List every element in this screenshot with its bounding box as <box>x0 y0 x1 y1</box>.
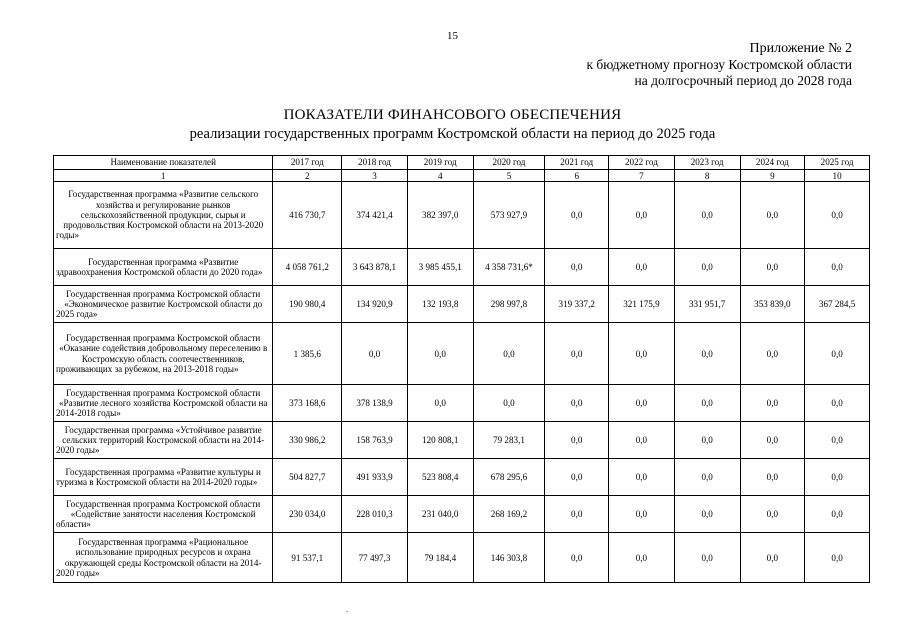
value-cell: 0,0 <box>674 459 740 496</box>
table-row <box>54 459 870 496</box>
value-cell: 353 839,0 <box>740 286 805 323</box>
value-cell: 0,0 <box>609 323 675 385</box>
value-cell: 378 138,9 <box>342 385 408 422</box>
header-indicator-name: Наименование показателей <box>54 156 273 170</box>
program-name-cell: Государственная программа «Рациональное использование природных ресурсов и охрана окружающей среды Костромской области на 2014-2020 годы» <box>54 533 273 583</box>
value-cell: 0,0 <box>740 182 805 249</box>
value-cell: 0,0 <box>740 459 805 496</box>
value-cell: 382 397,0 <box>407 182 473 249</box>
value-cell: 268 169,2 <box>473 496 545 533</box>
table-row <box>54 249 870 286</box>
value-cell: 331 951,7 <box>674 286 740 323</box>
value-cell: 231 040,0 <box>407 496 473 533</box>
value-cell: 504 827,7 <box>273 459 342 496</box>
value-cell: 120 808,1 <box>407 422 473 459</box>
value-cell: 491 933,9 <box>342 459 408 496</box>
column-number: 8 <box>674 170 740 182</box>
value-cell: 0,0 <box>609 496 675 533</box>
value-cell: 298 997,8 <box>473 286 545 323</box>
value-cell: 0,0 <box>342 323 408 385</box>
column-number: 6 <box>545 170 609 182</box>
value-cell: 0,0 <box>609 422 675 459</box>
header-year: 2020 год <box>473 156 545 170</box>
table-body <box>54 182 870 583</box>
column-number: 7 <box>609 170 675 182</box>
table-column-number-row <box>54 170 870 182</box>
appendix-title: Приложение № 2 <box>749 41 852 56</box>
header-year: 2019 год <box>407 156 473 170</box>
column-number: 3 <box>342 170 408 182</box>
value-cell: 0,0 <box>545 422 609 459</box>
value-cell: 0,0 <box>805 533 870 583</box>
value-cell: 230 034,0 <box>273 496 342 533</box>
table-header-row <box>54 156 870 170</box>
value-cell: 0,0 <box>609 249 675 286</box>
program-name-cell: Государственная программа Костромской области «Содействие занятости населения Костромской области» <box>54 496 273 533</box>
value-cell: 158 763,9 <box>342 422 408 459</box>
column-number: 4 <box>407 170 473 182</box>
financing-table <box>53 155 870 583</box>
value-cell: 0,0 <box>805 496 870 533</box>
value-cell: 0,0 <box>674 385 740 422</box>
value-cell: 3 643 878,1 <box>342 249 408 286</box>
value-cell: 573 927,9 <box>473 182 545 249</box>
value-cell: 330 986,2 <box>273 422 342 459</box>
header-year: 2024 год <box>740 156 805 170</box>
value-cell: 0,0 <box>407 323 473 385</box>
value-cell: 79 283,1 <box>473 422 545 459</box>
value-cell: 79 184,4 <box>407 533 473 583</box>
value-cell: 134 920,9 <box>342 286 408 323</box>
value-cell: 523 808,4 <box>407 459 473 496</box>
value-cell: 0,0 <box>545 249 609 286</box>
value-cell: 321 175,9 <box>609 286 675 323</box>
value-cell: 0,0 <box>609 459 675 496</box>
value-cell: 0,0 <box>674 182 740 249</box>
table-row <box>54 182 870 249</box>
header-year: 2017 год <box>273 156 342 170</box>
column-number: 5 <box>473 170 545 182</box>
value-cell: 0,0 <box>740 496 805 533</box>
value-cell: 0,0 <box>805 182 870 249</box>
table-row <box>54 533 870 583</box>
value-cell: 0,0 <box>473 323 545 385</box>
value-cell: 0,0 <box>674 496 740 533</box>
header-year: 2021 год <box>545 156 609 170</box>
table-row <box>54 422 870 459</box>
header-year: 2022 год <box>609 156 675 170</box>
value-cell: 0,0 <box>609 385 675 422</box>
value-cell: 678 295,6 <box>473 459 545 496</box>
value-cell: 0,0 <box>473 385 545 422</box>
program-name-cell: Государственная программа Костромской области «Развитие лесного хозяйства Костромской области на 2014-2018 годы» <box>54 385 273 422</box>
program-name-cell: Государственная программа Костромской области «Оказание содействия добровольному переселению в Костромскую область соотечественников, проживающих за рубежом, на 2013-2018 годы» <box>54 323 273 385</box>
value-cell: 0,0 <box>545 323 609 385</box>
value-cell: 146 303,8 <box>473 533 545 583</box>
value-cell: 367 284,5 <box>805 286 870 323</box>
value-cell: 132 193,8 <box>407 286 473 323</box>
program-name-cell: Государственная программа «Развитие здравоохранения Костромской области до 2020 года» <box>54 249 273 286</box>
value-cell: 0,0 <box>740 249 805 286</box>
value-cell: 0,0 <box>545 459 609 496</box>
column-number: 10 <box>805 170 870 182</box>
value-cell: 0,0 <box>545 385 609 422</box>
value-cell: 0,0 <box>805 422 870 459</box>
value-cell: 4 058 761,2 <box>273 249 342 286</box>
table-row <box>54 385 870 422</box>
header-year: 2023 год <box>674 156 740 170</box>
appendix-line-1: к бюджетному прогнозу Костромской области <box>586 57 852 72</box>
column-number: 2 <box>273 170 342 182</box>
value-cell: 0,0 <box>674 249 740 286</box>
value-cell: 0,0 <box>805 249 870 286</box>
value-cell: 0,0 <box>805 459 870 496</box>
table-row <box>54 323 870 385</box>
value-cell: 0,0 <box>609 533 675 583</box>
value-cell: 1 385,6 <box>273 323 342 385</box>
value-cell: 416 730,7 <box>273 182 342 249</box>
value-cell: 0,0 <box>545 533 609 583</box>
value-cell: 77 497,3 <box>342 533 408 583</box>
value-cell: 0,0 <box>740 422 805 459</box>
appendix-block <box>586 41 852 89</box>
value-cell: 4 358 731,6* <box>473 249 545 286</box>
value-cell: 0,0 <box>674 323 740 385</box>
value-cell: 228 010,3 <box>342 496 408 533</box>
column-number: 1 <box>54 170 273 182</box>
document-title <box>0 106 905 144</box>
header-year: 2018 год <box>342 156 408 170</box>
value-cell: 0,0 <box>805 385 870 422</box>
header-year: 2025 год <box>805 156 870 170</box>
value-cell: 3 985 455,1 <box>407 249 473 286</box>
appendix-line-2: на долгосрочный период до 2028 года <box>634 73 852 88</box>
value-cell: 91 537,1 <box>273 533 342 583</box>
value-cell: 0,0 <box>674 422 740 459</box>
value-cell: 374 421,4 <box>342 182 408 249</box>
page-number: 15 <box>447 30 458 42</box>
value-cell: 319 337,2 <box>545 286 609 323</box>
value-cell: 0,0 <box>805 323 870 385</box>
value-cell: 190 980,4 <box>273 286 342 323</box>
column-number: 9 <box>740 170 805 182</box>
document-title-line-2: реализации государственных программ Костромской области на период до 2025 года <box>189 126 716 142</box>
value-cell: 0,0 <box>407 385 473 422</box>
program-name-cell: Государственная программа Костромской области «Экономическое развитие Костромской области до 2025 года» <box>54 286 273 323</box>
program-name-cell: Государственная программа «Развитие культуры и туризма в Костромской области на 2014-2020 годы» <box>54 459 273 496</box>
value-cell: 0,0 <box>609 182 675 249</box>
table-row <box>54 496 870 533</box>
program-name-cell: Государственная программа «Развитие сельского хозяйства и регулирование рынков сельскохозяйственной продукции, сырья и продовольствия Костромской области на 2013-2020 годы» <box>54 182 273 249</box>
value-cell: 0,0 <box>740 385 805 422</box>
value-cell: 0,0 <box>740 323 805 385</box>
value-cell: 0,0 <box>674 533 740 583</box>
value-cell: 0,0 <box>545 182 609 249</box>
value-cell: 0,0 <box>740 533 805 583</box>
program-name-cell: Государственная программа «Устойчивое развитие сельских территорий Костромской области на 2014-2020 годы» <box>54 422 273 459</box>
value-cell: 0,0 <box>545 496 609 533</box>
document-title-line-1: ПОКАЗАТЕЛИ ФИНАНСОВОГО ОБЕСПЕЧЕНИЯ <box>283 107 622 123</box>
table-row <box>54 286 870 323</box>
value-cell: 373 168,6 <box>273 385 342 422</box>
footer-mark: . <box>346 605 348 614</box>
